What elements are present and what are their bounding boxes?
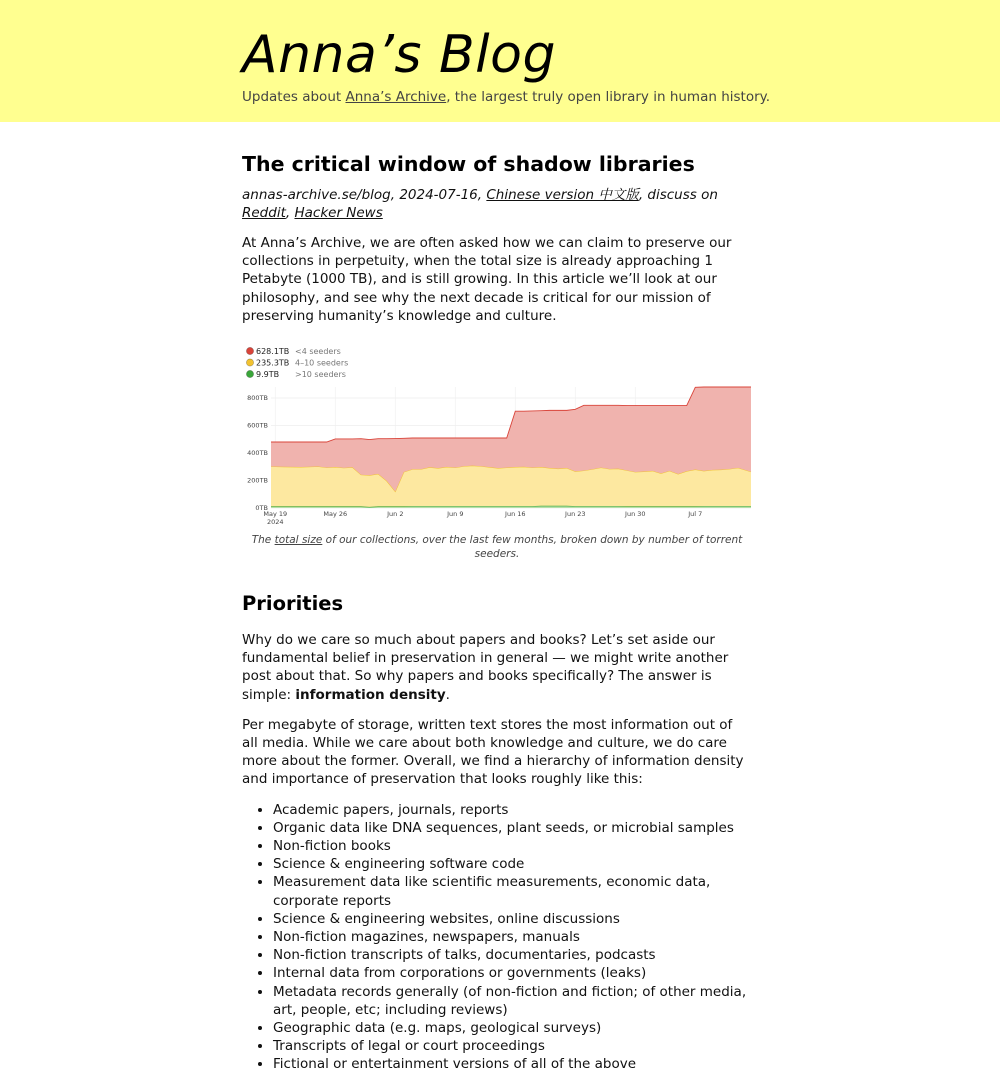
- p1-text: Why do we care so much about papers and books? Let’s set aside our fundamental belief in preservation in general — we might write another post about that. So why papers and books specifically? The answer is simple:: [242, 632, 729, 703]
- post-title: The critical window of shadow libraries: [242, 152, 695, 176]
- blog-title[interactable]: Anna’s Blog: [242, 25, 556, 85]
- intro-paragraph: At Anna’s Archive, we are often asked how we can claim to preserve our collections in perpetuity, when the total size is already approaching 1 Petabyte (1000 TB), and is still growing. In this article we’ll look at our philosophy, and see why the next decade is critical for our mission of preserving humanity’s knowledge and culture.: [242, 235, 732, 324]
- priorities-heading: Priorities: [242, 592, 344, 616]
- hierarchy-list-item: • Transcripts of legal or court proceedings: [273, 1037, 752, 1055]
- x-tick-label: May 19: [263, 510, 288, 519]
- hierarchy-list-item: • Science & engineering websites, online discussions: [273, 910, 752, 928]
- hierarchy-list-item: • Measurement data like scientific measurements, economic data, corporate reports: [273, 873, 752, 909]
- legend-value: 9.9TB: [256, 369, 280, 379]
- blog-header: [0, 0, 1000, 122]
- x-tick-label: Jun 2: [387, 510, 404, 519]
- legend-dot: [246, 347, 253, 354]
- meta-comma: ,: [285, 205, 295, 221]
- tagline-text-end: , the largest truly open library in human history.: [446, 89, 770, 105]
- meta-discuss-text: , discuss on: [638, 187, 718, 203]
- blog-tagline: [242, 88, 770, 106]
- tagline-text: Updates about: [242, 89, 346, 105]
- annas-archive-link[interactable]: Anna’s Archive: [345, 89, 447, 105]
- priorities-paragraph-1: [242, 631, 752, 704]
- legend-label: <4 seeders: [295, 346, 341, 356]
- caption-text-end: of our collections, over the last few months, broken down by number of torrent seeders.: [322, 534, 743, 561]
- y-tick-label: 600TB: [247, 421, 268, 430]
- chart-caption: [242, 533, 752, 561]
- x-tick-sublabel: 2024: [267, 518, 284, 527]
- x-tick-label: Jun 30: [625, 510, 646, 519]
- collection-size-chart: [242, 343, 752, 529]
- y-tick-label: 200TB: [247, 476, 268, 485]
- legend-dot: [246, 370, 253, 377]
- hierarchy-list-item: • Non-fiction transcripts of talks, documentaries, podcasts: [273, 946, 752, 964]
- hierarchy-list-item: • Fictional or entertainment versions of all of the above: [273, 1055, 752, 1073]
- post-content: [242, 148, 752, 1074]
- hacker-news-link[interactable]: Hacker News: [294, 205, 383, 221]
- hierarchy-list-item: • Metadata records generally (of non-fiction and fiction; of other media, art, people, etc; including reviews): [273, 983, 752, 1019]
- hierarchy-list-item: • Organic data like DNA sequences, plant seeds, or microbial samples: [273, 819, 752, 837]
- y-tick-label: 400TB: [247, 449, 268, 458]
- p1-end: .: [445, 686, 450, 703]
- legend-value: 628.1TB: [256, 346, 290, 356]
- reddit-link[interactable]: Reddit: [242, 205, 286, 221]
- legend-value: 235.3TB: [256, 358, 290, 368]
- hierarchy-list-item: • Non-fiction books: [273, 837, 752, 855]
- legend-dot: [246, 359, 253, 366]
- priorities-paragraph-2: Per megabyte of storage, written text stores the most information out of all media. While we care about both knowledge and culture, we do care more about the former. Overall, we find a hierarchy of information density and importance of preservation that looks roughly like this:: [242, 716, 744, 788]
- hierarchy-list-item: • Non-fiction magazines, newspapers, manuals: [273, 928, 752, 946]
- hierarchy-list-item: • Internal data from corporations or governments (leaks): [273, 964, 752, 982]
- caption-text: The: [251, 534, 275, 547]
- legend-label: >10 seeders: [295, 369, 346, 379]
- meta-source-date: annas-archive.se/blog, 2024-07-16,: [242, 187, 487, 203]
- post-meta: [242, 186, 752, 222]
- x-tick-label: Jun 9: [447, 510, 464, 519]
- information-hierarchy-list: [242, 801, 752, 1074]
- chinese-version-link[interactable]: Chinese version 中文版: [486, 187, 639, 203]
- total-size-link[interactable]: total size: [274, 534, 323, 547]
- x-tick-label: Jul 7: [688, 510, 703, 519]
- y-tick-label: 800TB: [247, 394, 268, 403]
- p1-bold: information density: [295, 686, 446, 703]
- legend-label: 4–10 seeders: [295, 358, 349, 368]
- y-tick-label: 0TB: [255, 504, 268, 513]
- hierarchy-list-item: • Geographic data (e.g. maps, geological surveys): [273, 1019, 752, 1037]
- x-tick-label: Jun 23: [565, 510, 586, 519]
- x-tick-label: May 26: [323, 510, 348, 519]
- hierarchy-list-item: • Science & engineering software code: [273, 855, 752, 873]
- collection-size-figure: [242, 343, 752, 561]
- hierarchy-list-item: • Academic papers, journals, reports: [273, 801, 752, 819]
- x-tick-label: Jun 16: [505, 510, 526, 519]
